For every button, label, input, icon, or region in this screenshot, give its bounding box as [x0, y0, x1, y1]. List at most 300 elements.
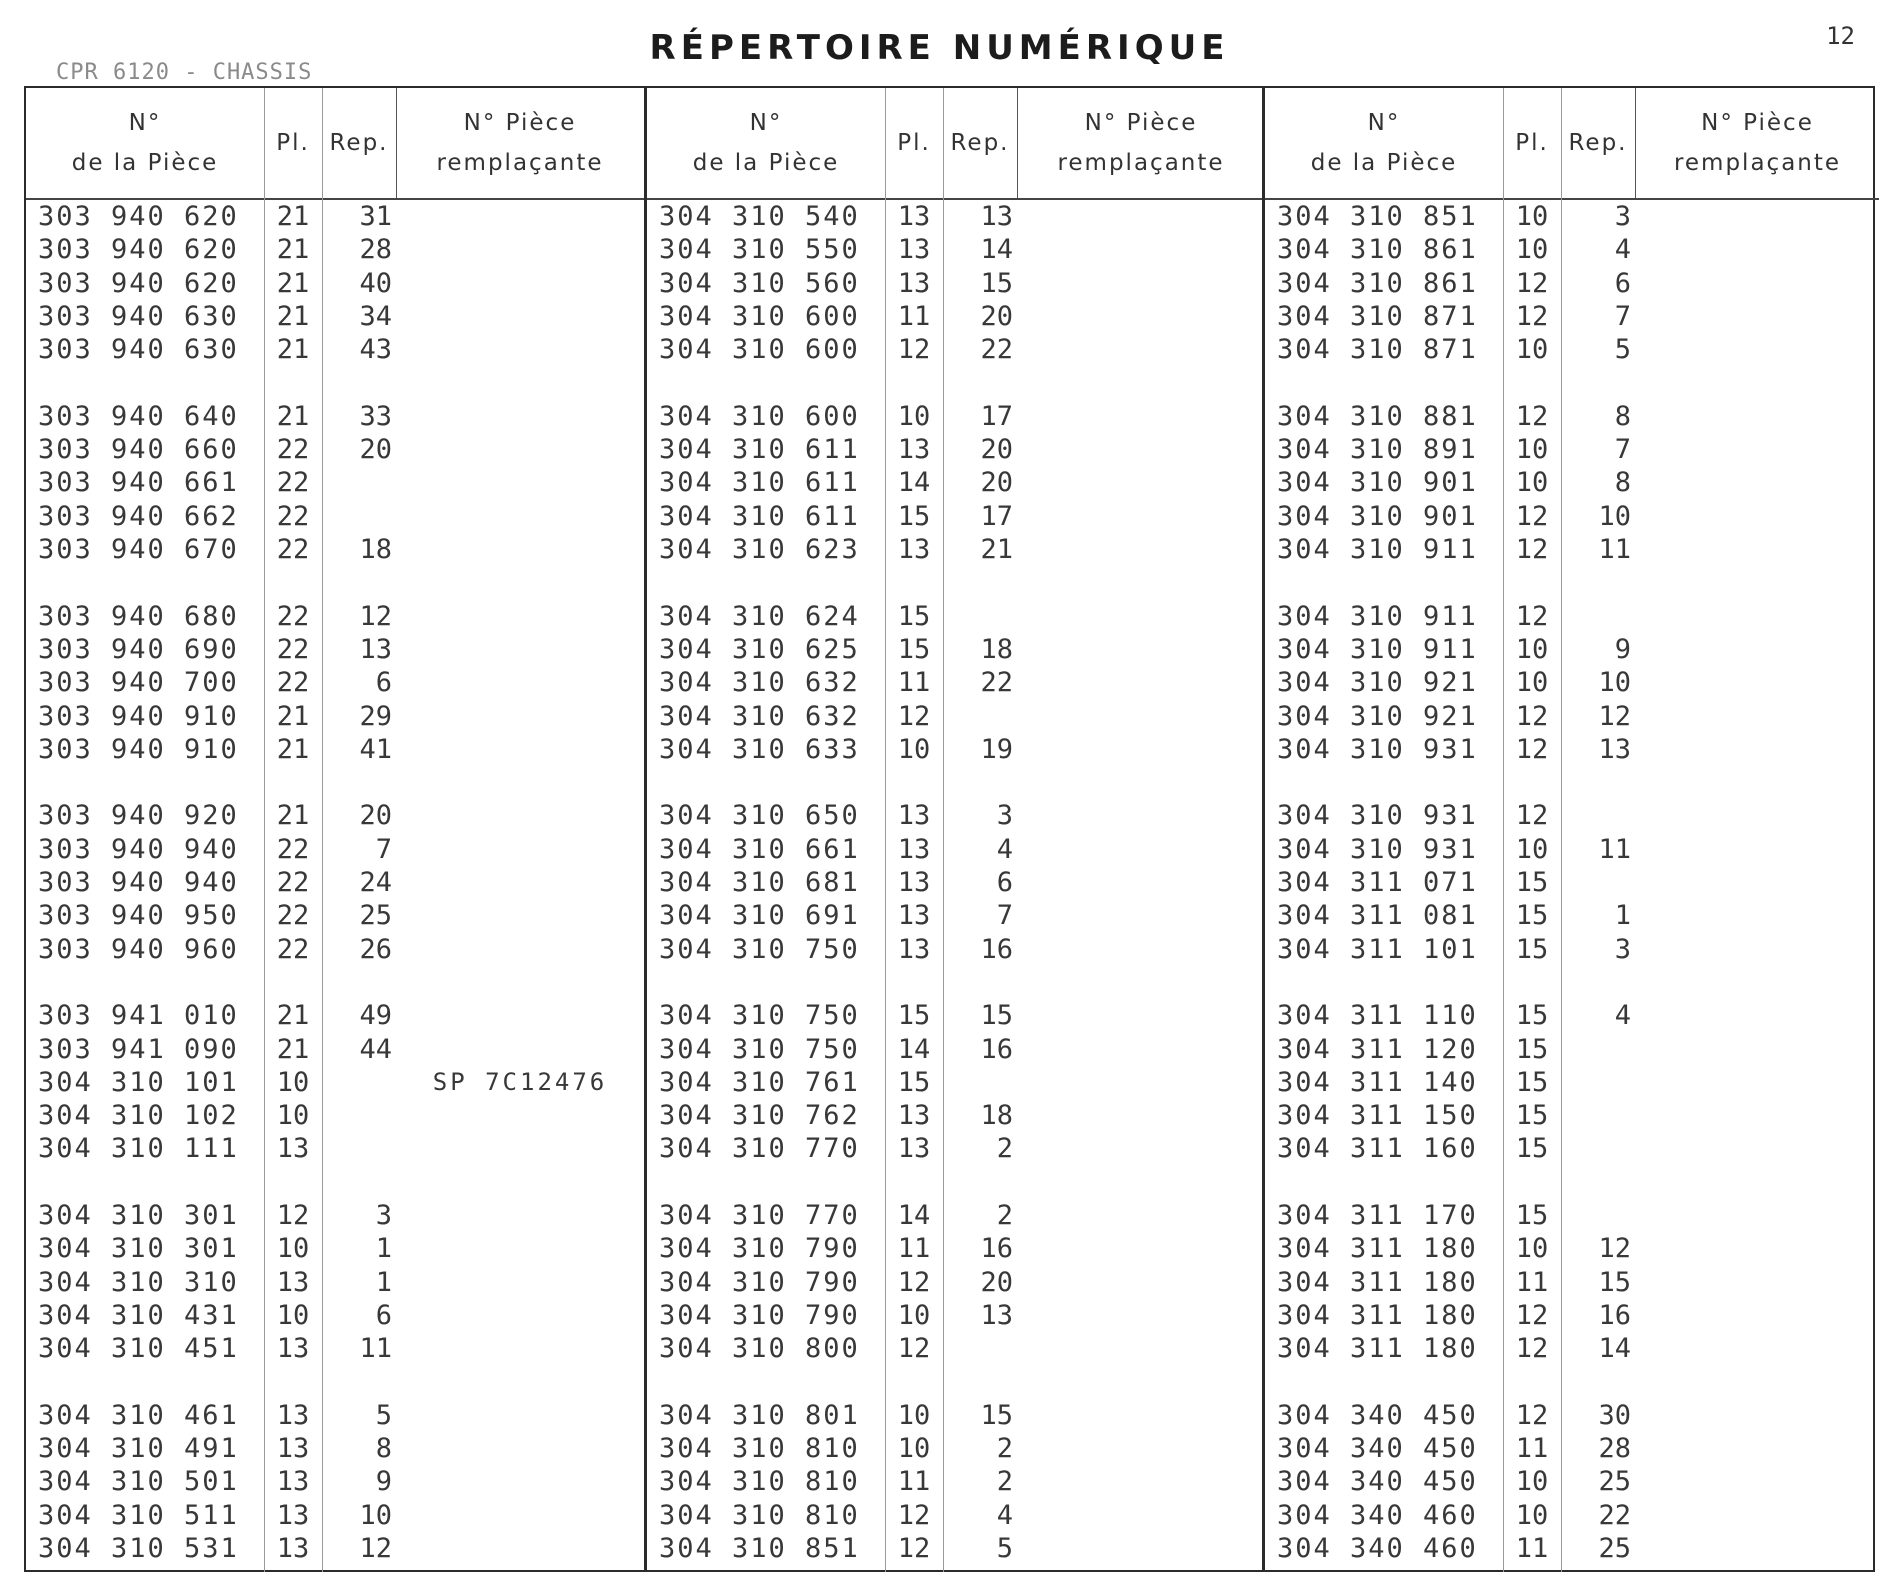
plate-number: 12 — [897, 334, 931, 366]
replacement-part-number: SP 7C12476 — [432, 1067, 608, 1096]
part-number: 304 310 761 — [659, 1066, 860, 1098]
reference-number: 24 — [359, 867, 392, 898]
table-row — [1265, 267, 1879, 300]
plate-number: 15 — [1515, 1200, 1549, 1231]
reference-number: 2 — [996, 1433, 1013, 1465]
table-row — [26, 833, 644, 866]
document-reference: CPR 6120 - CHASSIS — [56, 60, 313, 85]
table-row — [26, 300, 644, 333]
part-number: 304 310 921 — [1277, 700, 1478, 732]
part-number: 304 311 160 — [1277, 1133, 1478, 1165]
plate-number: 15 — [897, 1066, 931, 1098]
part-number: 303 940 940 — [38, 833, 239, 865]
table-row — [26, 633, 644, 666]
table-row — [647, 866, 1265, 899]
plate-number: 14 — [897, 1033, 931, 1065]
reference-number: 7 — [1614, 434, 1631, 466]
reference-number: 13 — [359, 633, 392, 665]
table-header — [647, 88, 1265, 200]
plate-number: 10 — [1515, 633, 1549, 665]
table-row — [647, 1332, 1265, 1365]
table-row — [647, 1299, 1265, 1332]
reference-number: 20 — [980, 434, 1013, 466]
table-row — [647, 200, 1265, 233]
table-row — [26, 899, 644, 932]
reference-number: 2 — [996, 1466, 1013, 1498]
part-number: 304 310 810 — [659, 1466, 860, 1498]
reference-number: 19 — [980, 733, 1013, 765]
header-reference — [943, 88, 1017, 198]
plate-number: 13 — [897, 800, 931, 832]
header-reference — [1561, 88, 1635, 198]
table-row — [26, 1332, 644, 1365]
part-number: 304 310 632 — [659, 700, 860, 732]
header-plate — [885, 88, 943, 198]
part-number: 304 310 560 — [659, 267, 860, 299]
reference-number: 16 — [980, 1033, 1013, 1065]
part-number: 303 940 690 — [38, 633, 239, 665]
plate-number: 22 — [276, 500, 310, 532]
plate-number: 12 — [897, 1533, 931, 1564]
reference-number: 11 — [1598, 833, 1631, 865]
reference-number: 7 — [375, 833, 392, 865]
plate-number: 13 — [276, 1433, 310, 1465]
part-number: 303 940 630 — [38, 300, 239, 332]
reference-number: 15 — [980, 1399, 1013, 1431]
reference-number: 13 — [1598, 733, 1631, 765]
reference-number: 11 — [359, 1333, 392, 1365]
plate-number: 13 — [276, 1399, 310, 1431]
reference-number: 3 — [375, 1200, 392, 1231]
table-row — [1265, 500, 1879, 533]
part-number: 304 310 810 — [659, 1433, 860, 1465]
reference-number: 10 — [1598, 667, 1631, 699]
reference-number: 8 — [1614, 400, 1631, 432]
reference-number: 20 — [359, 434, 392, 466]
header-reference-text: Rep. — [1568, 130, 1628, 156]
reference-number: 22 — [980, 334, 1013, 366]
part-number: 304 310 661 — [659, 833, 860, 865]
table-row — [647, 999, 1265, 1032]
reference-number: 22 — [1598, 1499, 1631, 1531]
part-number: 304 310 762 — [659, 1100, 860, 1132]
part-number: 304 310 310 — [38, 1266, 239, 1298]
part-number: 304 310 790 — [659, 1233, 860, 1265]
table-header — [26, 88, 644, 200]
table-row — [1265, 400, 1879, 433]
part-number: 304 340 450 — [1277, 1466, 1478, 1498]
reference-number: 4 — [996, 1499, 1013, 1531]
table-row — [26, 466, 644, 499]
reference-number: 8 — [1614, 467, 1631, 499]
table-row — [26, 267, 644, 300]
part-number: 304 310 851 — [659, 1533, 860, 1564]
plate-number: 12 — [897, 700, 931, 732]
table-row — [1265, 1199, 1879, 1232]
plate-number: 10 — [1515, 1233, 1549, 1265]
table-row — [26, 1399, 644, 1432]
plate-number: 13 — [897, 201, 931, 232]
plate-number: 12 — [1515, 1333, 1549, 1365]
table-row — [647, 1266, 1265, 1299]
table-row — [647, 1465, 1265, 1498]
table-row — [1265, 799, 1879, 832]
header-plate — [264, 88, 322, 198]
plate-number: 21 — [276, 334, 310, 366]
part-number: 303 940 940 — [38, 867, 239, 898]
reference-number: 6 — [996, 867, 1013, 898]
table-row — [1265, 833, 1879, 866]
part-number: 304 310 911 — [1277, 534, 1478, 565]
part-number: 303 940 662 — [38, 500, 239, 532]
table-row — [26, 1532, 644, 1565]
table-row — [26, 433, 644, 466]
plate-number: 21 — [276, 234, 310, 266]
table-row — [26, 1199, 644, 1232]
part-number: 303 940 910 — [38, 700, 239, 732]
part-number: 304 340 460 — [1277, 1499, 1478, 1531]
reference-number: 22 — [980, 667, 1013, 699]
reference-number: 17 — [980, 400, 1013, 432]
plate-number: 22 — [276, 534, 310, 565]
part-number: 304 310 623 — [659, 534, 860, 565]
table-row — [26, 1132, 644, 1165]
plate-number: 13 — [897, 1100, 931, 1132]
table-row — [1265, 233, 1879, 266]
plate-number: 15 — [1515, 1133, 1549, 1165]
reference-number: 5 — [1614, 334, 1631, 366]
plate-number: 15 — [1515, 1100, 1549, 1132]
plate-number: 15 — [897, 500, 931, 532]
table-row — [26, 1033, 644, 1066]
part-number: 304 311 180 — [1277, 1266, 1478, 1298]
table-row — [647, 666, 1265, 699]
part-number: 304 310 600 — [659, 334, 860, 366]
plate-number: 22 — [276, 633, 310, 665]
reference-number: 4 — [1614, 1000, 1631, 1032]
table-header — [1265, 88, 1879, 200]
plate-number: 15 — [1515, 900, 1549, 932]
reference-number: 18 — [980, 633, 1013, 665]
plate-number: 10 — [897, 1299, 931, 1331]
reference-number: 1 — [1614, 900, 1631, 932]
table-row — [647, 400, 1265, 433]
plate-number: 12 — [897, 1333, 931, 1365]
plate-number: 15 — [1515, 1066, 1549, 1098]
part-number: 304 310 624 — [659, 600, 860, 632]
header-replacement-part-text: N° Pièce — [1084, 110, 1198, 136]
header-part-number-text: N° — [1367, 110, 1401, 136]
plate-number: 15 — [897, 1000, 931, 1032]
table-row — [1265, 1299, 1879, 1332]
plate-number: 14 — [897, 467, 931, 499]
part-number: 303 940 960 — [38, 933, 239, 965]
part-number: 304 311 180 — [1277, 1333, 1478, 1365]
part-number: 304 310 871 — [1277, 334, 1478, 366]
reference-number: 8 — [375, 1433, 392, 1465]
part-number: 304 310 790 — [659, 1266, 860, 1298]
table-row — [1265, 1066, 1879, 1099]
header-replacement-part — [396, 88, 644, 198]
part-number: 304 310 611 — [659, 434, 860, 466]
reference-number: 14 — [1598, 1333, 1631, 1365]
plate-number: 21 — [276, 700, 310, 732]
table-row — [1265, 999, 1879, 1032]
part-number: 303 940 661 — [38, 467, 239, 499]
plate-number: 12 — [897, 1266, 931, 1298]
plate-number: 15 — [1515, 1033, 1549, 1065]
reference-number: 12 — [359, 1533, 392, 1564]
reference-number: 21 — [980, 534, 1013, 565]
table-row — [647, 1132, 1265, 1165]
plate-number: 12 — [1515, 733, 1549, 765]
plate-number: 11 — [897, 300, 931, 332]
table-row — [26, 1499, 644, 1532]
table-row — [1265, 1232, 1879, 1265]
part-number: 304 310 901 — [1277, 467, 1478, 499]
plate-number: 13 — [897, 900, 931, 932]
reference-number: 12 — [1598, 700, 1631, 732]
table-row — [647, 1066, 1265, 1099]
reference-number: 18 — [980, 1100, 1013, 1132]
reference-number: 15 — [980, 1000, 1013, 1032]
header-part-number-text: de la Pièce — [71, 150, 219, 176]
part-number: 304 310 111 — [38, 1133, 239, 1165]
part-number: 304 310 911 — [1277, 600, 1478, 632]
table-row — [1265, 1399, 1879, 1432]
reference-number: 28 — [1598, 1433, 1631, 1465]
plate-number: 10 — [897, 1433, 931, 1465]
part-number: 304 311 120 — [1277, 1033, 1478, 1065]
plate-number: 13 — [897, 833, 931, 865]
plate-number: 22 — [276, 667, 310, 699]
part-number: 303 940 670 — [38, 534, 239, 565]
table-row — [647, 733, 1265, 766]
column-divider — [1017, 88, 1018, 198]
reference-number: 12 — [359, 600, 392, 632]
table-row — [1265, 1332, 1879, 1365]
part-number: 303 941 090 — [38, 1033, 239, 1065]
part-number: 303 940 660 — [38, 434, 239, 466]
table-row — [1265, 666, 1879, 699]
plate-number: 13 — [276, 1466, 310, 1498]
part-number: 304 310 911 — [1277, 633, 1478, 665]
plate-number: 10 — [1515, 833, 1549, 865]
table-row — [647, 333, 1265, 366]
plate-number: 21 — [276, 400, 310, 432]
table-row — [26, 933, 644, 966]
reference-number: 31 — [359, 201, 392, 232]
part-number: 304 310 301 — [38, 1200, 239, 1231]
table-row — [1265, 1033, 1879, 1066]
plate-number: 13 — [897, 534, 931, 565]
part-number: 304 310 801 — [659, 1399, 860, 1431]
table-row — [1265, 433, 1879, 466]
column-divider — [396, 88, 397, 198]
plate-number: 10 — [897, 733, 931, 765]
table-row — [647, 833, 1265, 866]
table-row — [647, 533, 1265, 566]
reference-number: 30 — [1598, 1399, 1631, 1431]
part-number: 304 310 750 — [659, 933, 860, 965]
part-number: 304 311 150 — [1277, 1100, 1478, 1132]
plate-number: 10 — [1515, 1499, 1549, 1531]
table-row — [1265, 1432, 1879, 1465]
table-row — [1265, 1532, 1879, 1565]
part-number: 304 340 450 — [1277, 1399, 1478, 1431]
reference-number: 20 — [980, 300, 1013, 332]
column-panel-2 — [644, 88, 1265, 1572]
header-replacement-part — [1635, 88, 1879, 198]
plate-number: 12 — [1515, 534, 1549, 565]
plate-number: 21 — [276, 300, 310, 332]
reference-number: 18 — [359, 534, 392, 565]
plate-number: 21 — [276, 201, 310, 232]
header-reference-text: Rep. — [329, 130, 389, 156]
reference-number: 1 — [375, 1233, 392, 1265]
plate-number: 10 — [1515, 1466, 1549, 1498]
plate-number: 11 — [1515, 1266, 1549, 1298]
reference-number: 3 — [1614, 933, 1631, 965]
reference-number: 40 — [359, 267, 392, 299]
table-row — [1265, 1499, 1879, 1532]
part-number: 304 311 110 — [1277, 1000, 1478, 1032]
reference-number: 16 — [1598, 1299, 1631, 1331]
plate-number: 11 — [1515, 1433, 1549, 1465]
part-number: 304 310 600 — [659, 300, 860, 332]
plate-number: 15 — [1515, 1000, 1549, 1032]
part-number: 304 310 800 — [659, 1333, 860, 1365]
plate-number: 13 — [897, 1133, 931, 1165]
part-number: 304 310 770 — [659, 1200, 860, 1231]
reference-number: 13 — [980, 201, 1013, 232]
table-row — [1265, 866, 1879, 899]
reference-number: 34 — [359, 300, 392, 332]
table-row — [26, 533, 644, 566]
reference-number: 11 — [1598, 534, 1631, 565]
table-row — [1265, 600, 1879, 633]
plate-number: 22 — [276, 467, 310, 499]
reference-number: 16 — [980, 1233, 1013, 1265]
reference-number: 6 — [375, 667, 392, 699]
table-row — [1265, 933, 1879, 966]
part-number: 304 311 101 — [1277, 933, 1478, 965]
part-number: 304 311 140 — [1277, 1066, 1478, 1098]
plate-number: 22 — [276, 867, 310, 898]
plate-number: 13 — [276, 1133, 310, 1165]
reference-number: 1 — [375, 1266, 392, 1298]
table-row — [647, 466, 1265, 499]
page-title: RÉPERTOIRE NUMÉRIQUE — [649, 28, 1230, 68]
reference-number: 10 — [359, 1499, 392, 1531]
reference-number: 6 — [1614, 267, 1631, 299]
plate-number: 11 — [1515, 1533, 1549, 1564]
plate-number: 15 — [1515, 867, 1549, 898]
reference-number: 25 — [1598, 1466, 1631, 1498]
table-row — [1265, 200, 1879, 233]
part-number: 304 310 461 — [38, 1399, 239, 1431]
header-replacement-part-text: remplaçante — [436, 150, 604, 176]
table-row — [26, 333, 644, 366]
part-number: 304 310 600 — [659, 400, 860, 432]
reference-number: 41 — [359, 733, 392, 765]
part-number: 303 941 010 — [38, 1000, 239, 1032]
plate-number: 14 — [897, 1200, 931, 1231]
plate-number: 10 — [276, 1100, 310, 1132]
plate-number: 10 — [276, 1299, 310, 1331]
reference-number: 49 — [359, 1000, 392, 1032]
plate-number: 22 — [276, 434, 310, 466]
column-panel-3 — [1262, 88, 1879, 1572]
plate-number: 10 — [1515, 467, 1549, 499]
part-number: 303 940 950 — [38, 900, 239, 932]
reference-number: 4 — [1614, 234, 1631, 266]
table-row — [1265, 533, 1879, 566]
part-number: 304 310 861 — [1277, 234, 1478, 266]
table-row — [26, 1299, 644, 1332]
part-number: 304 310 931 — [1277, 800, 1478, 832]
table-row — [1265, 1266, 1879, 1299]
table-row — [647, 1532, 1265, 1565]
part-number: 304 310 691 — [659, 900, 860, 932]
plate-number: 21 — [276, 800, 310, 832]
reference-number: 20 — [980, 1266, 1013, 1298]
plate-number: 13 — [276, 1266, 310, 1298]
part-number: 304 310 550 — [659, 234, 860, 266]
table-row — [26, 1266, 644, 1299]
plate-number: 13 — [276, 1499, 310, 1531]
part-number: 304 340 450 — [1277, 1433, 1478, 1465]
part-number: 304 310 531 — [38, 1533, 239, 1564]
table-row — [647, 600, 1265, 633]
plate-number: 10 — [1515, 201, 1549, 232]
part-number: 304 310 931 — [1277, 733, 1478, 765]
header-plate-text: Pl. — [1515, 130, 1549, 156]
part-number: 304 310 901 — [1277, 500, 1478, 532]
part-number: 303 940 640 — [38, 400, 239, 432]
table-row — [647, 1232, 1265, 1265]
part-number: 304 310 931 — [1277, 833, 1478, 865]
table-row — [647, 1399, 1265, 1432]
plate-number: 10 — [1515, 334, 1549, 366]
table-row — [26, 1232, 644, 1265]
part-number: 304 310 632 — [659, 667, 860, 699]
table-row — [647, 1432, 1265, 1465]
part-number: 303 940 910 — [38, 733, 239, 765]
reference-number: 9 — [375, 1466, 392, 1498]
table-row — [1265, 700, 1879, 733]
reference-number: 5 — [375, 1399, 392, 1431]
reference-number: 16 — [980, 933, 1013, 965]
plate-number: 10 — [1515, 434, 1549, 466]
part-number: 303 940 630 — [38, 334, 239, 366]
part-number: 304 311 180 — [1277, 1299, 1478, 1331]
part-number: 304 310 681 — [659, 867, 860, 898]
reference-number: 2 — [996, 1133, 1013, 1165]
header-plate — [1503, 88, 1561, 198]
table-row — [1265, 466, 1879, 499]
part-number: 304 311 180 — [1277, 1233, 1478, 1265]
reference-number: 17 — [980, 500, 1013, 532]
reference-number: 15 — [1598, 1266, 1631, 1298]
reference-number: 12 — [1598, 1233, 1631, 1265]
table-row — [1265, 300, 1879, 333]
plate-number: 13 — [897, 434, 931, 466]
plate-number: 10 — [897, 1399, 931, 1431]
plate-number: 13 — [276, 1533, 310, 1564]
reference-number: 2 — [996, 1200, 1013, 1231]
table-row — [647, 799, 1265, 832]
